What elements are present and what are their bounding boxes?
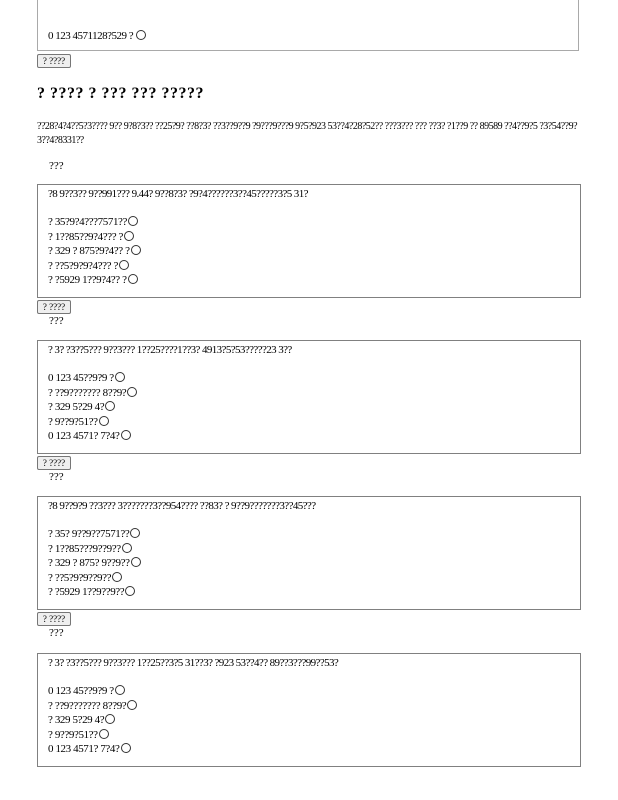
- answer-option: [48, 215, 141, 230]
- option-label: ? ?5929 1??9??9??: [48, 586, 125, 598]
- question-label: ???: [49, 471, 64, 483]
- option-label: ? 35?9?4???7571??: [48, 216, 128, 228]
- option-label: 0 123 45??9?9 ?: [48, 685, 114, 697]
- answer-list: [48, 527, 141, 600]
- option-label: ? ?5929 1??9?4?? ?: [48, 274, 127, 286]
- answer-radio[interactable]: [105, 401, 115, 411]
- answer-radio[interactable]: [121, 743, 131, 753]
- quiz-box: [37, 184, 581, 298]
- answer-radio[interactable]: [131, 245, 141, 255]
- option-label: 0 123 4571128?529 ?: [48, 30, 134, 42]
- answer-option: [48, 556, 141, 571]
- intro-paragraph: ??28?4?4??5?3???? 9?? 9?8?3?? ??25?9? ??8?3? ??3??9??9 ?9???9???9 9?5?923 53??4?28?52?? ???3??? ??? ??3? ?1??9 ?? 89589 ??4??9?5 ?3?54??9?3??4?8331??: [37, 121, 578, 146]
- answer-radio[interactable]: [122, 543, 132, 553]
- answer-option: [48, 542, 141, 557]
- submit-button[interactable]: ? ????: [37, 456, 71, 470]
- option-label: ? 329 ? 875?9?4?? ?: [48, 245, 130, 257]
- option-label: ? 1??85??9?4??? ?: [48, 230, 124, 243]
- question-text: ? 3? ?3??5??? 9??3??? 1??25??3?5 31??3? ?923 53??4?? 89??3???99??53?: [48, 657, 339, 669]
- answer-radio[interactable]: [128, 274, 138, 284]
- answer-radio[interactable]: [128, 216, 138, 226]
- quiz-box: [37, 496, 581, 610]
- option-label: ? 329 ? 875? 9??9??: [48, 557, 130, 569]
- option-label: 0 123 4571? 7?4?: [48, 743, 120, 755]
- answer-radio[interactable]: [115, 372, 125, 382]
- answer-option: [48, 400, 137, 415]
- previous-quiz-box: [37, 0, 579, 51]
- option-label: ? 9??9?51??: [48, 415, 98, 428]
- option-label: ? 329 5?29 4?: [48, 401, 105, 413]
- answer-option: [48, 244, 141, 259]
- answer-option: [48, 371, 137, 386]
- answer-option: [48, 742, 137, 757]
- page-heading: ? ???? ? ??? ??? ?????: [37, 85, 204, 102]
- answer-option: [48, 30, 146, 42]
- answer-radio[interactable]: [99, 729, 109, 739]
- answer-radio[interactable]: [99, 416, 109, 426]
- question-label: ???: [49, 627, 64, 639]
- answer-list: [48, 215, 141, 288]
- answer-option: [48, 585, 141, 600]
- submit-button[interactable]: ? ????: [37, 54, 71, 68]
- question-text: ?8 9??3?? 9??991??? 9.44? 9??8?3? ?9?4??????3??45?????3?5 31?: [48, 188, 308, 200]
- question-text: ? 3? ?3??5??? 9??3??? 1??25????1??3? 4913?5?53?????23 3??: [48, 344, 292, 356]
- answer-radio[interactable]: [119, 260, 129, 270]
- option-label: ? ??5?9?9?4??? ?: [48, 259, 118, 272]
- answer-radio[interactable]: [136, 30, 146, 40]
- answer-radio[interactable]: [127, 700, 137, 710]
- question-label: ???: [49, 315, 64, 327]
- answer-radio[interactable]: [112, 572, 122, 582]
- answer-option: [48, 728, 137, 743]
- answer-radio[interactable]: [124, 231, 134, 241]
- question-label: ???: [49, 160, 64, 172]
- question-text: ?8 9??9?9 ??3??? 3???????3??954???? ??83? ? 9??9???????3??45???: [48, 500, 316, 512]
- quiz-box: [37, 653, 581, 767]
- answer-option: [48, 571, 141, 586]
- option-label: ? 329 5?29 4?: [48, 714, 105, 726]
- answer-option: [48, 527, 141, 542]
- answer-option: [48, 415, 137, 430]
- option-label: 0 123 45??9?9 ?: [48, 372, 114, 384]
- option-label: ? 9??9?51??: [48, 728, 98, 741]
- answer-radio[interactable]: [115, 685, 125, 695]
- option-label: ? ??9??????? 8??9?: [48, 699, 127, 712]
- answer-option: [48, 429, 137, 444]
- answer-radio[interactable]: [105, 714, 115, 724]
- answer-radio[interactable]: [127, 387, 137, 397]
- answer-option: [48, 230, 141, 245]
- answer-radio[interactable]: [125, 586, 135, 596]
- answer-list: [48, 371, 137, 444]
- submit-button[interactable]: ? ????: [37, 612, 71, 626]
- option-label: ? ??9??????? 8??9?: [48, 386, 127, 399]
- answer-option: [48, 259, 141, 274]
- option-label: ? ??5?9?9??9??: [48, 571, 112, 584]
- answer-option: [48, 273, 141, 288]
- answer-option: [48, 699, 137, 714]
- quiz-box: [37, 340, 581, 454]
- answer-radio[interactable]: [130, 528, 140, 538]
- option-label: ? 1??85???9??9??: [48, 542, 121, 555]
- option-label: ? 35? 9??9??7571??: [48, 528, 130, 540]
- answer-radio[interactable]: [121, 430, 131, 440]
- answer-option: [48, 713, 137, 728]
- submit-button[interactable]: ? ????: [37, 300, 71, 314]
- answer-list: [48, 684, 137, 757]
- option-label: 0 123 4571? 7?4?: [48, 430, 120, 442]
- answer-option: [48, 386, 137, 401]
- answer-option: [48, 684, 137, 699]
- answer-radio[interactable]: [131, 557, 141, 567]
